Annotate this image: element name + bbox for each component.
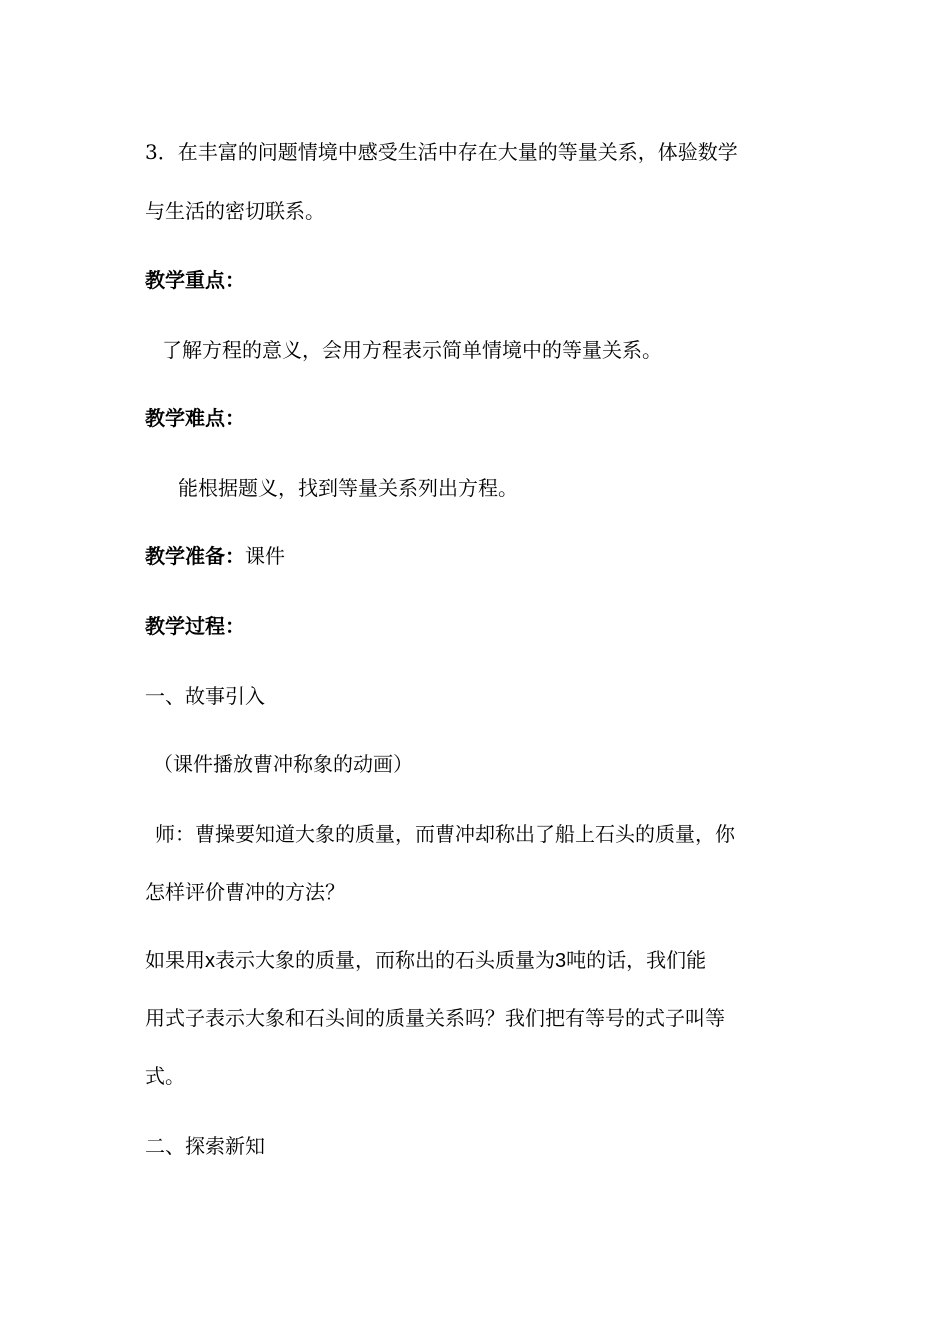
key-points-heading: 教学重点： bbox=[145, 268, 245, 292]
paragraph-line-3: 式。 bbox=[145, 1064, 185, 1088]
difficulty-heading: 教学难点： bbox=[145, 406, 245, 430]
paragraph-line-1-part-2: 表示大象的质量，而称出的石头质量为 bbox=[215, 948, 555, 972]
key-points-text: 了解方程的意义，会用方程表示简单情境中的等量关系。 bbox=[162, 338, 662, 362]
number-3: 3 bbox=[555, 950, 567, 972]
teacher-line-2: 怎样评价曹冲的方法？ bbox=[145, 880, 345, 904]
paragraph-line-1-part-3: 吨的话，我们能 bbox=[566, 948, 707, 972]
process-heading: 教学过程： bbox=[145, 614, 245, 638]
objective-3-line-1: 3．在丰富的问题情境中感受生活中存在大量的等量关系，体验数学 bbox=[145, 140, 738, 164]
objective-3-line-2: 与生活的密切联系。 bbox=[145, 199, 325, 223]
section-2-heading: 二、探索新知 bbox=[145, 1134, 265, 1158]
difficulty-text: 能根据题义，找到等量关系列出方程。 bbox=[178, 476, 518, 500]
paragraph-line-1-part-1: 如果用 bbox=[145, 948, 205, 972]
variable-x: x bbox=[205, 950, 215, 972]
courseware-note: （课件播放曹冲称象的动画） bbox=[153, 752, 413, 776]
teacher-line-1: 师：曹操要知道大象的质量，而曹冲却称出了船上石头的质量，你 bbox=[155, 822, 735, 846]
paragraph-line-1 bbox=[145, 948, 706, 973]
preparation-text: 课件 bbox=[245, 544, 285, 568]
paragraph-line-2: 用式子表示大象和石头间的质量关系吗？我们把有等号的式子叫等 bbox=[145, 1006, 725, 1030]
section-1-heading: 一、故事引入 bbox=[145, 684, 265, 708]
preparation-heading: 教学准备： bbox=[145, 544, 245, 568]
preparation-line bbox=[145, 544, 285, 568]
